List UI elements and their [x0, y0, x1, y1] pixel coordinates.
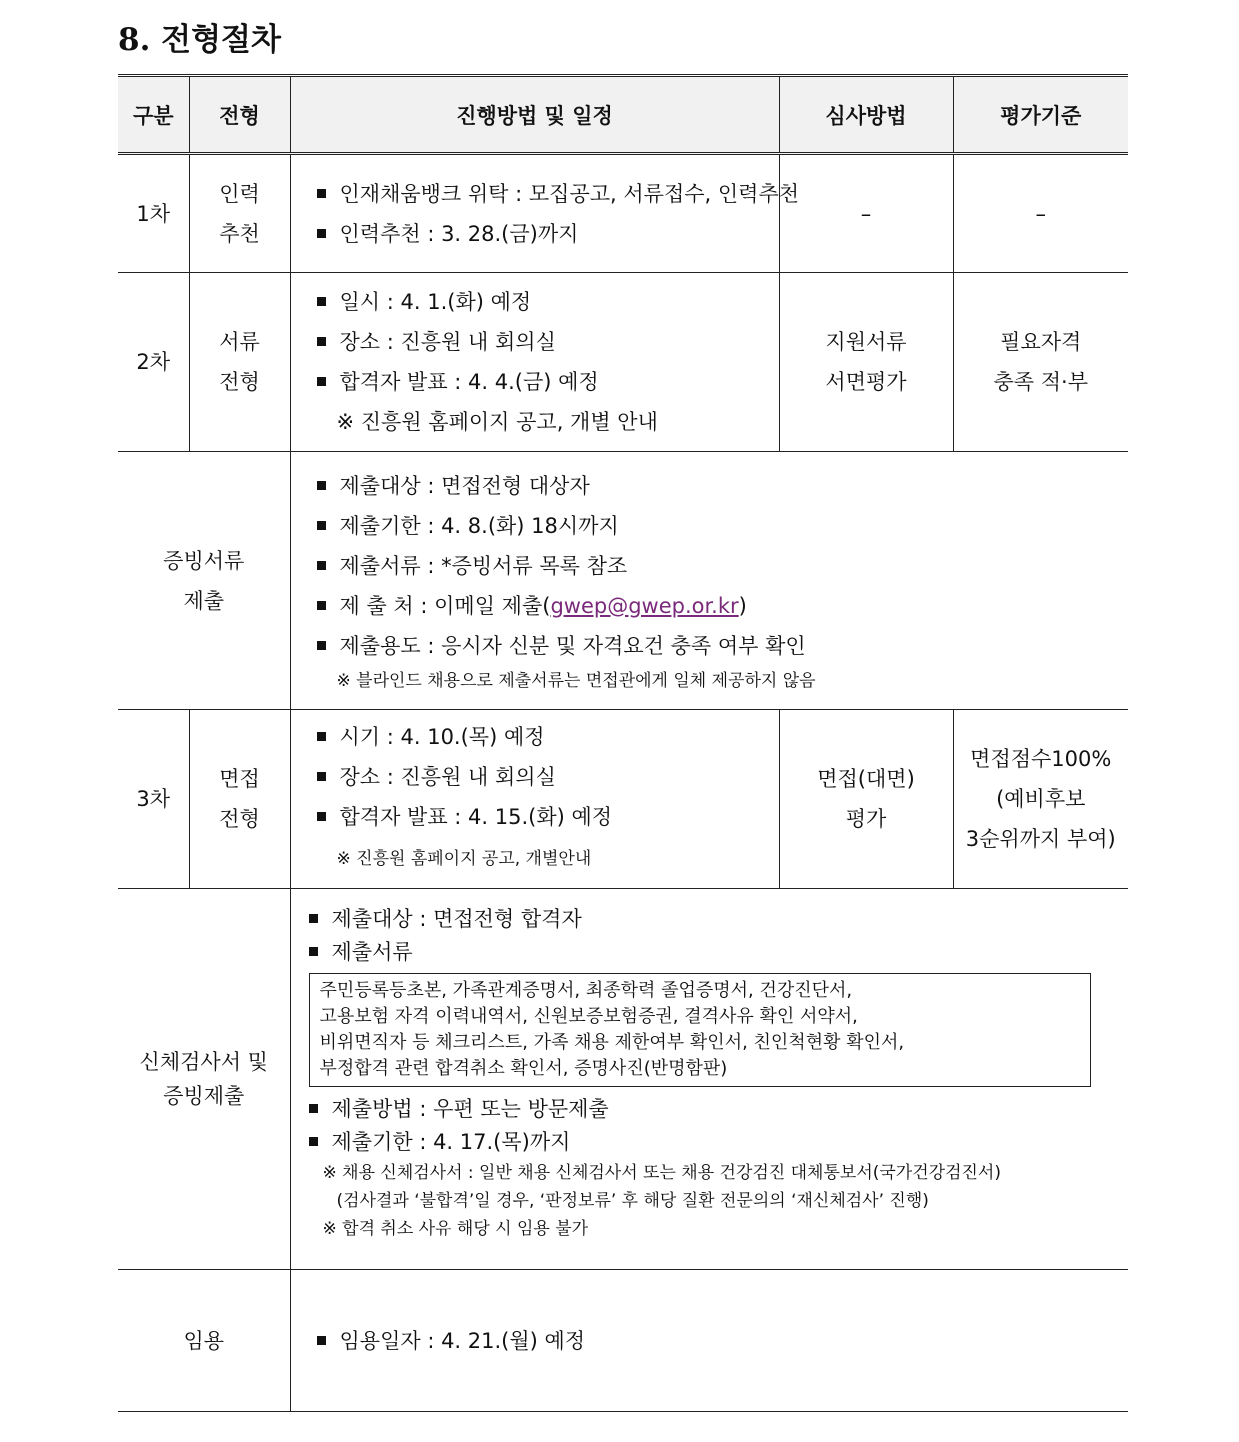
- bullet-icon: [309, 1104, 318, 1113]
- list-item: 합격자 발표 : 4. 15.(화) 예정: [317, 797, 779, 837]
- note: ※ 블라인드 채용으로 제출서류는 면접관에게 일체 제공하지 않음: [336, 670, 816, 691]
- note: ※ 합격 취소 사유 해당 시 임용 불가: [322, 1219, 589, 1239]
- method-cell: –: [779, 154, 953, 273]
- bullet-icon: [317, 377, 326, 386]
- process-cell: [290, 273, 779, 452]
- bullet-icon: [317, 561, 326, 570]
- bullet-icon: [317, 641, 326, 650]
- list-item: 제 출 처 : 이메일 제출(gwep@gwep.or.kr): [317, 586, 1129, 626]
- stage-label: 증빙서류 제출: [118, 452, 290, 710]
- criteria-cell: 면접점수100% (예비후보 3순위까지 부여): [965, 747, 1116, 851]
- header-type: 전형: [189, 76, 290, 154]
- page-title: 8. 전형절차: [118, 22, 281, 58]
- bullet-icon: [317, 297, 326, 306]
- list-item: 제출대상 : 면접전형 합격자: [309, 903, 1129, 936]
- list-item: 제출기한 : 4. 8.(화) 18시까지: [317, 506, 1129, 546]
- bullet-icon: [317, 521, 326, 530]
- selection-procedure-table: [118, 74, 1128, 1412]
- list-item: 합격자 발표 : 4. 4.(금) 예정: [317, 362, 779, 402]
- process-cell: [290, 452, 1128, 710]
- document-list-box: 주민등록등초본, 가족관계증명서, 최종학력 졸업증명서, 건강진단서, 고용보험 자격 이력내역서, 신원보증보험증권, 결격사유 확인 서약서, 비위면직자 등 체크리스트, 가족 채용 제한여부 확인서, 친인척현황 확인서, 부정합격 관련 합격취소 확인서, 증명사진(반명함판): [309, 973, 1091, 1087]
- list-item: 일시 : 4. 1.(화) 예정: [317, 282, 779, 322]
- method-cell: 면접(대면) 평가: [779, 710, 953, 889]
- process-cell: [290, 154, 800, 273]
- bullet-icon: [309, 1137, 318, 1146]
- list-item: 제출대상 : 면접전형 대상자: [317, 466, 1129, 506]
- method-cell: 지원서류 서면평가: [779, 273, 953, 452]
- list-item: 제출기한 : 4. 17.(목)까지: [309, 1126, 1129, 1159]
- bullet-icon: [317, 481, 326, 490]
- note: ※ 채용 신체검사서 : 일반 채용 신체검사서 또는 채용 건강검진 대체통보서(국가건강검진서): [322, 1163, 1001, 1183]
- list-item: 장소 : 진흥원 내 회의실: [317, 322, 779, 362]
- note: ※ 진흥원 홈페이지 공고, 개별 안내: [336, 410, 658, 434]
- table-row-documents: [118, 452, 1128, 710]
- stage-type: 면접 전형: [189, 710, 290, 889]
- bullet-icon: [317, 189, 326, 198]
- table-row-stage3: [118, 710, 1128, 889]
- header-method: 심사방법: [779, 76, 953, 154]
- list-item: 제출서류 : *증빙서류 목록 참조: [317, 546, 1129, 586]
- bullet-icon: [317, 229, 326, 238]
- process-cell: [290, 889, 1128, 1270]
- list-item: 시기 : 4. 10.(목) 예정: [317, 717, 779, 757]
- list-item: 인재채움뱅크 위탁 : 모집공고, 서류접수, 인력추천: [317, 174, 779, 214]
- table-row-stage2: [118, 273, 1128, 452]
- stage-label: 임용: [118, 1270, 290, 1412]
- stage-label: 신체검사서 및 증빙제출: [118, 889, 290, 1270]
- header-category: 구분: [118, 76, 189, 154]
- table-row-stage1: [118, 154, 1128, 273]
- stage-type: 서류 전형: [189, 273, 290, 452]
- note: ※ 진흥원 홈페이지 공고, 개별안내: [336, 849, 592, 869]
- list-item: 제출용도 : 응시자 신분 및 자격요건 충족 여부 확인: [317, 626, 1129, 666]
- bullet-icon: [317, 1336, 326, 1345]
- bullet-icon: [317, 772, 326, 781]
- bullet-icon: [309, 914, 318, 923]
- header-process: 진행방법 및 일정: [290, 76, 779, 154]
- table-header-row: [118, 76, 1128, 154]
- bullet-icon: [317, 337, 326, 346]
- list-item: 인력추천 : 3. 28.(금)까지: [317, 214, 779, 254]
- list-item: 장소 : 진흥원 내 회의실: [317, 757, 779, 797]
- list-item: 제출서류: [309, 936, 1129, 969]
- header-criteria: 평가기준: [953, 76, 1128, 154]
- table-row-health-check: [118, 889, 1128, 1270]
- table-row-appointment: [118, 1270, 1128, 1412]
- process-cell: [290, 710, 779, 889]
- bullet-icon: [309, 947, 318, 956]
- note: (검사결과 ‘불합격’일 경우, ‘판정보류’ 후 해당 질환 전문의의 ‘재신체검사’ 진행): [336, 1191, 929, 1211]
- bullet-icon: [317, 732, 326, 741]
- stage-label: 3차: [118, 710, 189, 889]
- criteria-cell: –: [1035, 201, 1046, 226]
- stage-type: 인력 추천: [189, 154, 290, 273]
- stage-label: 2차: [118, 273, 189, 452]
- email-link[interactable]: gwep@gwep.or.kr: [550, 593, 739, 618]
- bullet-icon: [317, 601, 326, 610]
- stage-label: 1차: [118, 154, 189, 273]
- list-item: 제출방법 : 우편 또는 방문제출: [309, 1093, 1129, 1126]
- list-item: 임용일자 : 4. 21.(월) 예정: [317, 1321, 1129, 1361]
- process-cell: [290, 1270, 1128, 1412]
- bullet-icon: [317, 812, 326, 821]
- criteria-cell: 필요자격 충족 적·부: [993, 330, 1088, 394]
